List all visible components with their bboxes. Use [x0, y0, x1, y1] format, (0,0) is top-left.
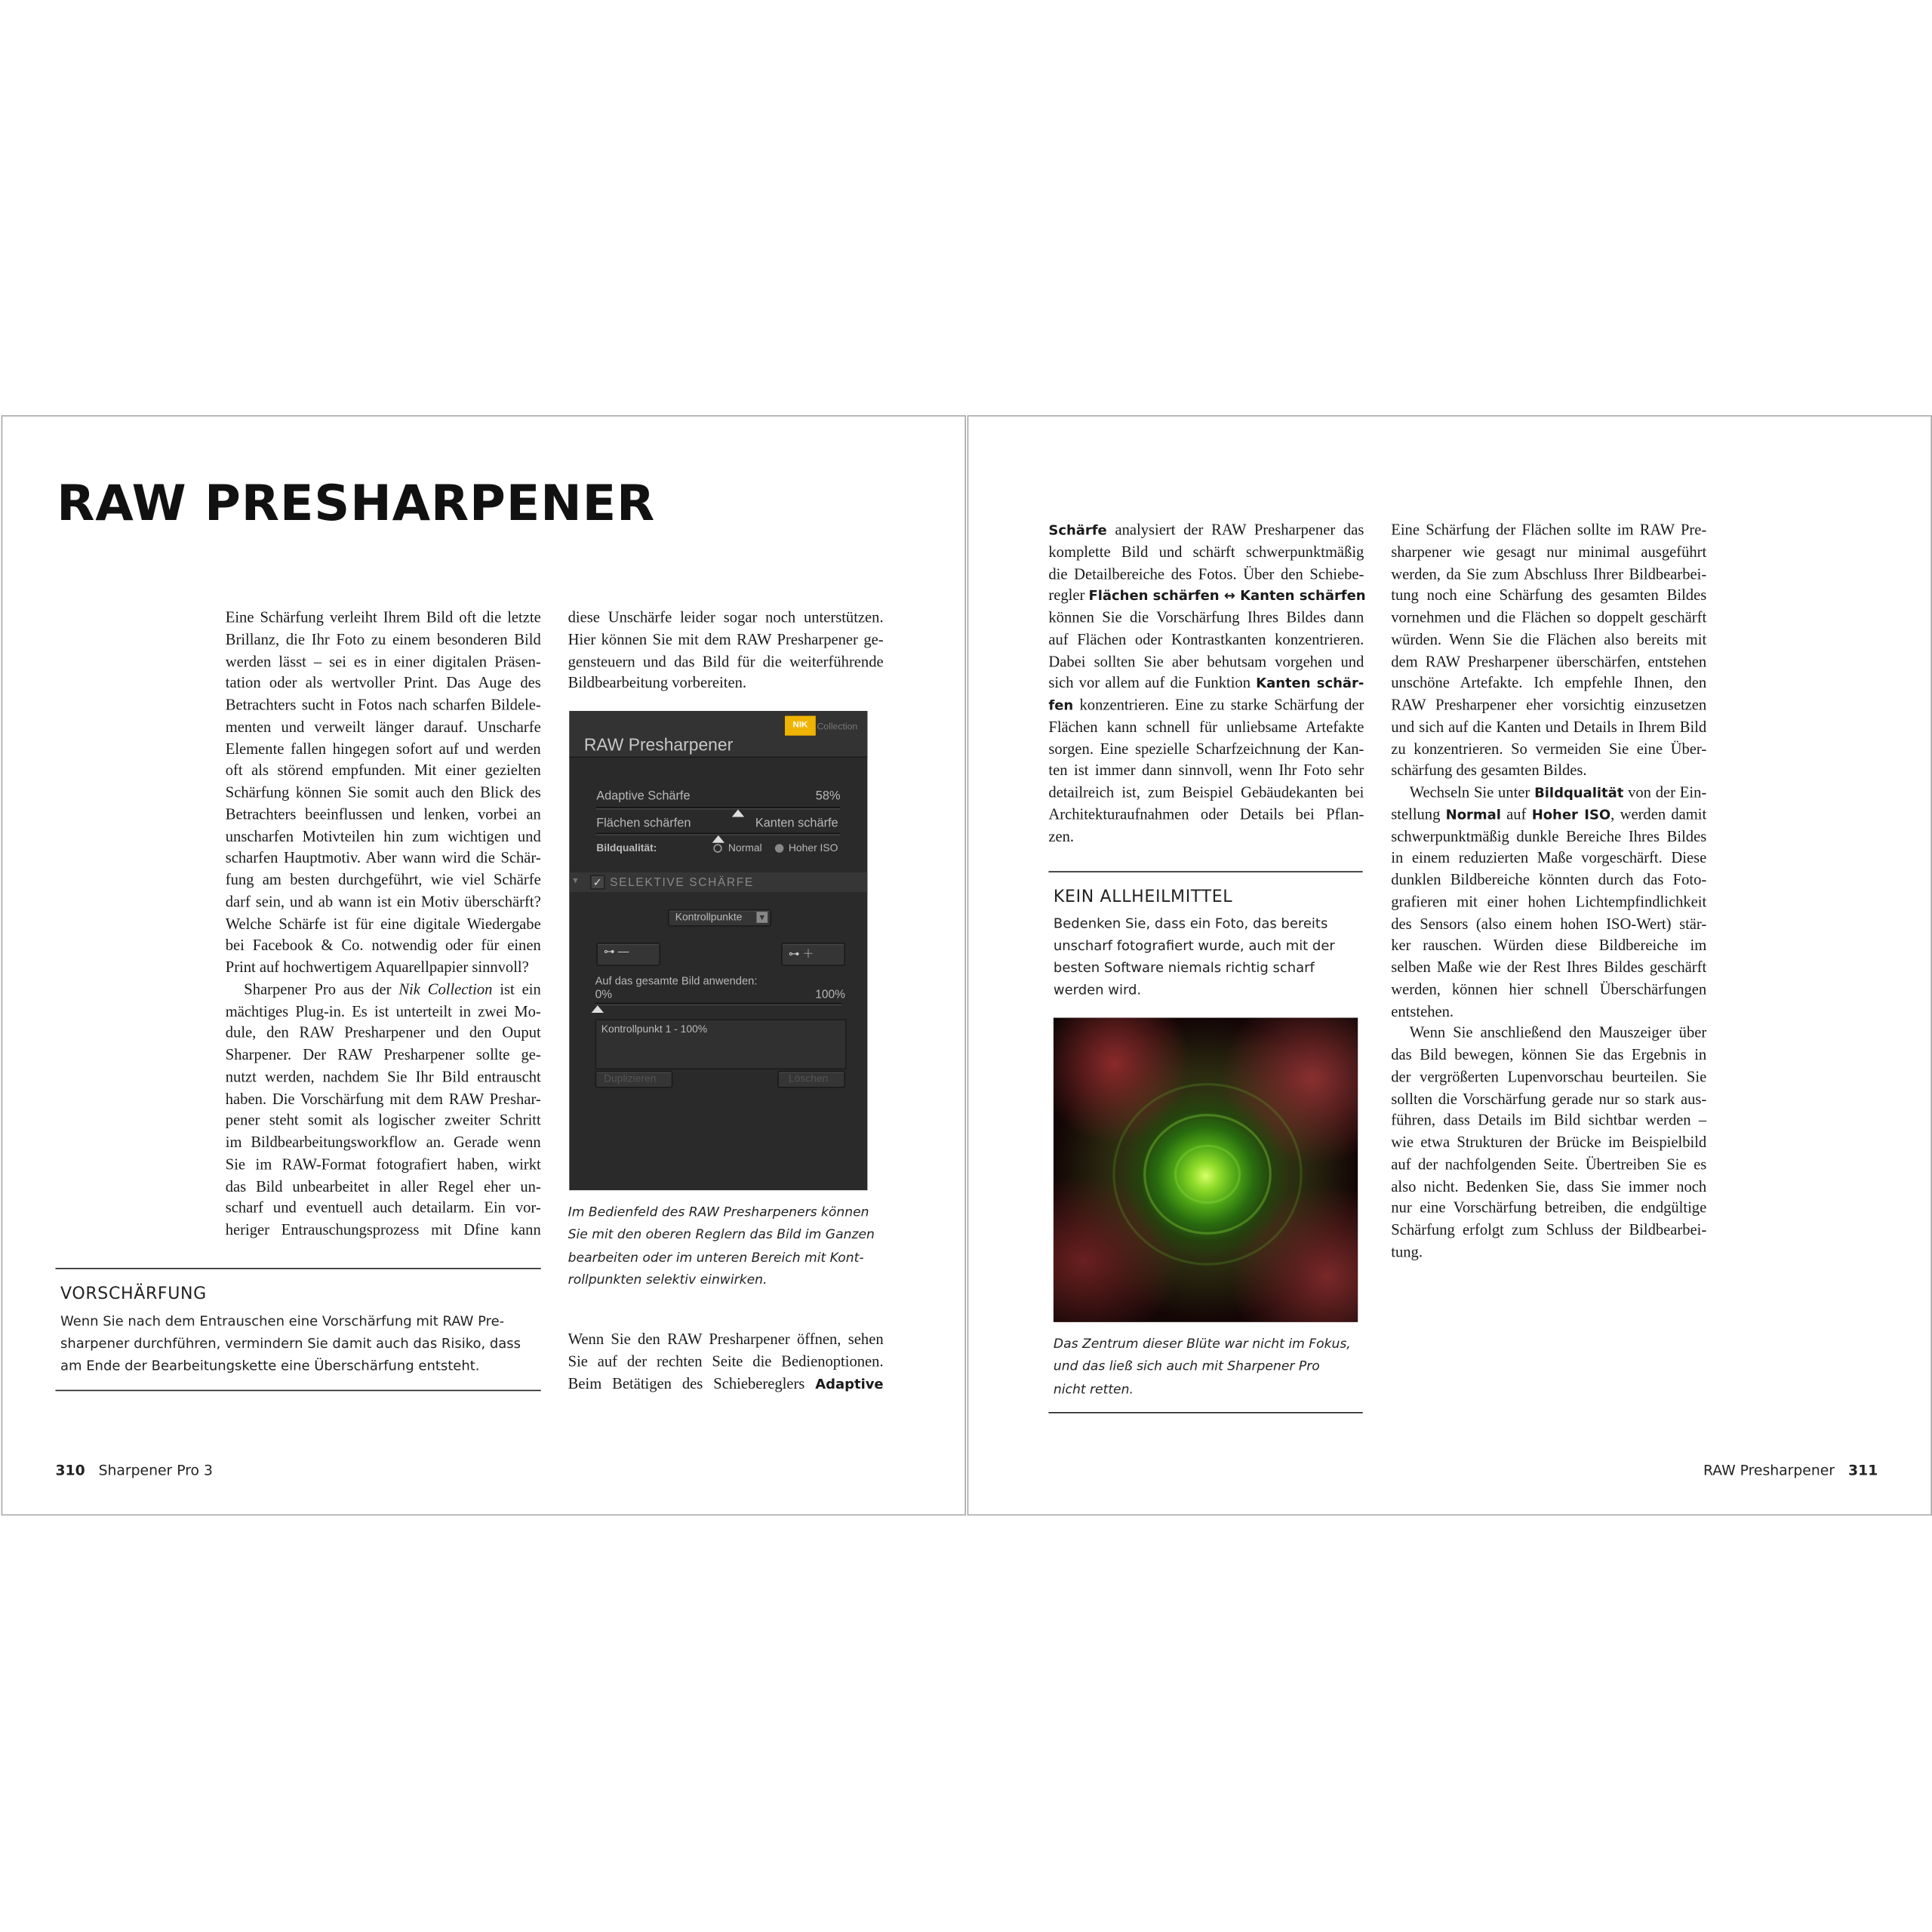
text-line: in einem reduzierten Maße vorgeschärft. Diese: [1391, 849, 1707, 867]
text-line: der vergrößerten Lupenvorschau beurteilen. Sie: [1391, 1068, 1707, 1085]
text-line: Eine Schärfung verleiht Ihrem Bild oft die letzte: [225, 608, 541, 626]
text-line: Brillanz, die Ihr Foto zu einem besonderen Bild: [225, 630, 541, 648]
tip-body: [60, 1311, 541, 1377]
adaptive-sharpness-value: 58%: [815, 789, 841, 804]
key-plus-icon: ⊶ ＋: [788, 947, 814, 960]
text-line: werden, können hier schnell Überschärfungen: [1391, 980, 1707, 998]
text-line: Schärfe analysiert der RAW Presharpener das: [1048, 521, 1364, 539]
radio-high-iso-label: Hoher ISO: [788, 841, 838, 854]
collapse-triangle-icon[interactable]: ▾: [573, 875, 578, 886]
page-number-right: 311: [1847, 1461, 1878, 1479]
text-line: und sich auf die Kanten und Details in Ihrem Bild: [1391, 718, 1707, 736]
text-line: die Detailbereiche des Fotos. Über den Schiebe-: [1048, 565, 1364, 583]
apply-max: 100%: [815, 988, 845, 1002]
text-line: und das ließ sich auch mit Sharpener Pro: [1053, 1359, 1320, 1374]
text-line: fen konzentrieren. Eine zu starke Schärfung der: [1048, 696, 1364, 714]
text-line: besten Software niemals richtig scharf: [1053, 959, 1315, 977]
text-line: ker rauschen. Würden diese Bildbereiche im: [1391, 937, 1707, 955]
text-line: sich vor allem auf die Funktion Kanten schär-: [1048, 674, 1364, 692]
text-line: nur eine Vorschärfung betreiben, die endgültige: [1391, 1198, 1707, 1217]
body-column-3: [1048, 520, 1364, 848]
tip-heading: VORSCHÄRFUNG: [60, 1284, 207, 1304]
succulent-photo: [1054, 1018, 1358, 1322]
text-line: mächtiges Plug-in. Es ist unterteilt in zwei Mo-: [225, 1002, 541, 1020]
text-line: unscharf fotografiert wurde, auch mit der: [1053, 937, 1335, 954]
text-line: Betrachters beeinflussen und lenken, vorbei an: [225, 805, 541, 823]
text-line: Wenn Sie nach dem Entrauschen eine Vorschärfung mit RAW Pre-: [60, 1313, 505, 1330]
apply-min: 0%: [595, 988, 612, 1002]
text-line: nicht retten.: [1053, 1382, 1134, 1397]
apply-whole-image-label: Auf das gesamte Bild anwenden:: [595, 974, 758, 987]
text-line: Sie im RAW-Format fotografiert haben, wirkt: [225, 1155, 541, 1173]
text-line: Sie mit den oberen Reglern das Bild im Ganzen: [568, 1227, 875, 1243]
text-line: Print auf hochwertigem Aquarellpapier sinnvoll?: [225, 958, 529, 977]
text-line: scharfen Hauptmotiv. Aber wann wird die Schär-: [225, 849, 541, 867]
text-line: Das Zentrum dieser Blüte war nicht im Fokus,: [1053, 1337, 1351, 1352]
page-title: RAW PRESHARPENER: [57, 475, 656, 533]
bold-term: Flächen schärfen ↔ Kanten schärfen: [1088, 588, 1366, 605]
text-line: Eine Schärfung der Flächen sollte im RAW Pre-: [1391, 521, 1707, 539]
paragraph: [1391, 783, 1706, 1023]
mode-dropdown-value: Kontrollpunkte: [675, 910, 743, 923]
surface-edge-handle[interactable]: [712, 835, 724, 843]
delete-button-label: Löschen: [788, 1072, 829, 1084]
panel-title: RAW Presharpener: [583, 734, 734, 755]
bold-term: fen: [1048, 697, 1074, 714]
bold-term: Schärfe: [1048, 522, 1107, 539]
bold-term: Hoher ISO: [1531, 806, 1611, 823]
text-line: Wenn Sie anschließend den Mauszeiger über: [1409, 1024, 1707, 1041]
text-line: können Sie die Vorschärfung Ihres Bildes dann: [1048, 608, 1364, 626]
text-line: am Ende der Bearbeitungskette eine Überschärfung entsteht.: [60, 1358, 480, 1374]
text-line: sharpener durchführen, vermindern Sie damit auch das Risiko, dass: [60, 1335, 521, 1352]
text-line: ten ist immer dann sinnvoll, wenn Ihr Foto sehr: [1048, 761, 1364, 780]
text-line: Schärfung erfolgt zum Schluss der Bildbearbei-: [1391, 1220, 1707, 1238]
text-line: menten und verweilt länger darauf. Unscharfe: [225, 718, 541, 736]
text-line: Sie auf der rechten Seite die Bedienoptionen.: [568, 1352, 884, 1371]
text-line: das Bild unbearbeitet in aller Regel eher un-: [225, 1177, 541, 1195]
text-line: zen.: [1048, 827, 1075, 845]
text-line: haben. Die Vorschärfung mit dem RAW Preshar-: [225, 1090, 541, 1107]
text-line: RAW Presharpener eher vorsichtig einzusetzen: [1391, 696, 1707, 714]
text-line: bei Facebook & Co. notwendig oder für einen: [225, 937, 541, 955]
text-line: Im Bedienfeld des RAW Presharpeners können: [568, 1204, 869, 1220]
radio-normal[interactable]: [713, 844, 721, 852]
running-head-right: RAW Presharpener: [1703, 1461, 1835, 1479]
text-line: werden lässt – sei es in einer digitalen Präsen-: [225, 652, 541, 670]
text-line: Bildbearbeitung vorbereiten.: [568, 674, 747, 692]
radio-normal-label: Normal: [728, 841, 762, 854]
text-line: pener steht somit als logischer zweiter Schritt: [225, 1112, 541, 1129]
left-footer: [55, 1461, 212, 1478]
tip-rule-top: [55, 1268, 540, 1269]
text-line: regler Flächen schärfen ↔ Kanten schärfen: [1048, 586, 1366, 605]
running-head-left: Sharpener Pro 3: [98, 1461, 213, 1479]
text-line: tung noch eine Schärfung des gesamten Bildes: [1391, 586, 1707, 605]
text-line: Architekturaufnahmen oder Details bei Pflan-: [1048, 805, 1364, 823]
text-line: schwerpunktmäßig dunkle Bereiche Ihres Bildes: [1391, 827, 1707, 845]
paragraph: [568, 608, 884, 695]
text-line: Wenn Sie den RAW Presharpener öffnen, sehen: [568, 1331, 884, 1349]
text-line: Elemente fallen hingegen sofort auf und werden: [225, 740, 541, 758]
duplicate-button-label: Duplizieren: [603, 1072, 657, 1084]
text-line: im Bildbearbeitungsworkflow an. Gerade wenn: [225, 1134, 541, 1151]
apply-whole-image-slider[interactable]: [595, 1003, 842, 1005]
adaptive-sharpness-handle[interactable]: [732, 810, 744, 817]
text-line: Sharpener. Der RAW Presharpener sollte ge-: [225, 1046, 541, 1063]
nik-logo-suffix: Collection: [817, 721, 858, 732]
tip2-rule-top: [1048, 871, 1362, 872]
control-point-list-item[interactable]: Kontrollpunkt 1 - 100%: [601, 1023, 708, 1035]
text-line: Sharpener Pro aus der Nik Collection ist ein: [244, 980, 541, 998]
bold-term: Kanten schär-: [1256, 675, 1364, 692]
apply-whole-image-handle[interactable]: [592, 1005, 604, 1013]
text-line: sharpener wie gesagt nur minimal ausgeführt: [1391, 543, 1707, 561]
text-line: Dabei sollten Sie aber behutsam vorgehen und: [1048, 652, 1364, 670]
text-line: wie etwa Strukturen der Brücke im Beispielbild: [1391, 1134, 1707, 1151]
tip-rule-bottom: [55, 1390, 540, 1392]
text-line: Betrachters sucht in Fotos nach scharfen Bildele-: [225, 696, 541, 714]
text-line: würden. Wenn Sie die Flächen also bereits mit: [1391, 630, 1707, 648]
text-line: stellung Normal auf Hoher ISO, werden damit: [1391, 805, 1707, 823]
bold-term: Normal: [1445, 806, 1501, 823]
right-footer: [1703, 1461, 1878, 1478]
text-line: dem RAW Presharpener überschärfen, entstehen: [1391, 652, 1707, 670]
text-line: scharf und eventuell auch detailarm. Ein vor-: [225, 1198, 541, 1217]
text-line: gensteuern und das Bild für die weiterführende: [568, 652, 884, 670]
text-line: Bedenken Sie, dass ein Foto, das bereits: [1053, 915, 1328, 932]
panel-caption: [568, 1201, 888, 1291]
surface-sharpen-label: Flächen schärfen: [596, 817, 691, 831]
key-minus-icon: ⊶ —: [603, 945, 629, 958]
text-line: Wechseln Sie unter Bildqualität von der Ein-: [1409, 783, 1707, 801]
body-column-1: [226, 608, 541, 1241]
text-line: rollpunkten selektiv einwirken.: [568, 1272, 768, 1287]
text-line: schärfung des gesamten Bildes.: [1391, 761, 1587, 780]
body-column-4: [1391, 520, 1706, 1263]
bold-term: Bildqualität: [1534, 784, 1624, 801]
text-line: dule, den RAW Presharpener und den Ouput: [225, 1024, 541, 1041]
text-line: bearbeiten oder im unteren Bereich mit Kont-: [568, 1250, 864, 1266]
text-line: tation oder als wertvoller Print. Das Auge des: [225, 674, 541, 692]
text-line: des Sensors (also einem hohen ISO-Wert) stär-: [1391, 915, 1707, 933]
text-line: nutzt werden, nachdem Sie Ihr Bild entrauscht: [225, 1068, 541, 1085]
photo-rule-bottom: [1048, 1412, 1362, 1414]
edge-sharpen-label: Kanten schärfe: [755, 817, 838, 831]
text-line: diese Unschärfe leider sogar noch unterstützen.: [568, 608, 884, 626]
text-line: detailreich ist, zum Beispiel Gebäudekanten bei: [1048, 783, 1364, 801]
tip2-body: [1054, 913, 1364, 1002]
text-line: vornehmen und die Flächen so doppelt geschärft: [1391, 608, 1707, 626]
text-line: Hier können Sie mit dem RAW Presharpener ge-: [568, 630, 884, 648]
text-line: Schärfung können Sie somit auch den Blick des: [225, 783, 541, 801]
image-quality-label: Bildqualität:: [596, 841, 657, 854]
selective-section-label: SELEKTIVE SCHÄRFE: [610, 875, 754, 890]
paragraph: [1048, 520, 1364, 848]
paragraph: [226, 980, 541, 1242]
raw-presharpener-panel: [569, 711, 867, 1190]
text-line: komplette Bild und schärft schwerpunktmäßig: [1048, 543, 1364, 561]
text-line: darf sein, und ab wann ist ein Motiv überschärft?: [225, 893, 541, 911]
text-line: unscharfen Motivteilen hin zum wichtigen und: [225, 827, 541, 845]
text-line: führen, dass Details im Bild sichtbar werden –: [1391, 1112, 1707, 1129]
bold-term: Adaptive: [815, 1375, 884, 1392]
italic-term: Nik Collection: [398, 980, 493, 998]
text-line: tung.: [1391, 1242, 1423, 1260]
radio-high-iso[interactable]: [775, 844, 783, 852]
paragraph: [1391, 520, 1706, 783]
text-line: Beim Betätigen des Schiebereglers Adaptive: [568, 1374, 884, 1392]
text-line: heriger Entrauschungsprozess mit Dfine kann: [225, 1220, 541, 1238]
text-line: werden wird.: [1053, 982, 1142, 998]
text-line: zu konzentrieren. So vermeiden Sie eine Über-: [1391, 740, 1707, 758]
text-line: sollten die Vorschärfung gerade nur so stark aus-: [1391, 1090, 1707, 1107]
text-line: Flächen kann schnell für unliebsame Artefakte: [1048, 718, 1364, 736]
nik-logo: NIK: [785, 716, 816, 736]
text-line: dunklen Bildbereiche könnten durch das Foto-: [1391, 871, 1707, 889]
text-line: werden, da Sie zum Abschluss Ihrer Bildbearbei-: [1391, 565, 1707, 583]
selective-checkbox[interactable]: ✓: [590, 875, 605, 890]
photo-caption: [1054, 1334, 1374, 1401]
text-line: das Bild bewegen, können Sie das Ergebnis in: [1391, 1046, 1707, 1063]
dropdown-arrow-icon[interactable]: ▾: [756, 912, 768, 923]
text-line: also nicht. Bedenken Sie, dass Sie immer noch: [1391, 1177, 1707, 1195]
adaptive-sharpness-slider[interactable]: [596, 807, 840, 809]
tip2-heading: KEIN ALLHEILMITTEL: [1053, 887, 1233, 907]
paragraph: [226, 608, 541, 980]
body-column-2-bottom: [568, 1330, 884, 1395]
adaptive-sharpness-label: Adaptive Schärfe: [596, 789, 691, 804]
text-line: oft als störend empfunden. Mit einer gezielten: [225, 761, 541, 780]
text-line: unschöne Artefakte. Ich empfehle Ihnen, den: [1391, 674, 1707, 692]
text-line: Welche Schärfe ist für eine digitale Wiedergabe: [225, 915, 541, 933]
text-line: auf der nachfolgenden Seite. Übertreiben Sie es: [1391, 1155, 1707, 1173]
text-line: auf Flächen oder Kontrastkanten konzentrieren.: [1048, 630, 1364, 648]
rosette-ring: [1112, 1083, 1302, 1266]
paragraph: [568, 1330, 884, 1395]
text-line: entstehen.: [1391, 1002, 1454, 1020]
paragraph: [1391, 1023, 1706, 1264]
text-line: selben Maße wie der Rest Ihres Bildes geschärft: [1391, 958, 1707, 977]
page-number-left: 310: [55, 1461, 85, 1479]
text-line: grafieren mit einer hohen Lichtempfindlichkeit: [1391, 893, 1707, 911]
body-column-2-top: [568, 608, 884, 695]
text-line: fung am besten durchgeführt, wie viel Schärfe: [225, 871, 541, 889]
text-line: sorgen. Eine spezielle Scharfzeichnung der Kan-: [1048, 740, 1364, 758]
